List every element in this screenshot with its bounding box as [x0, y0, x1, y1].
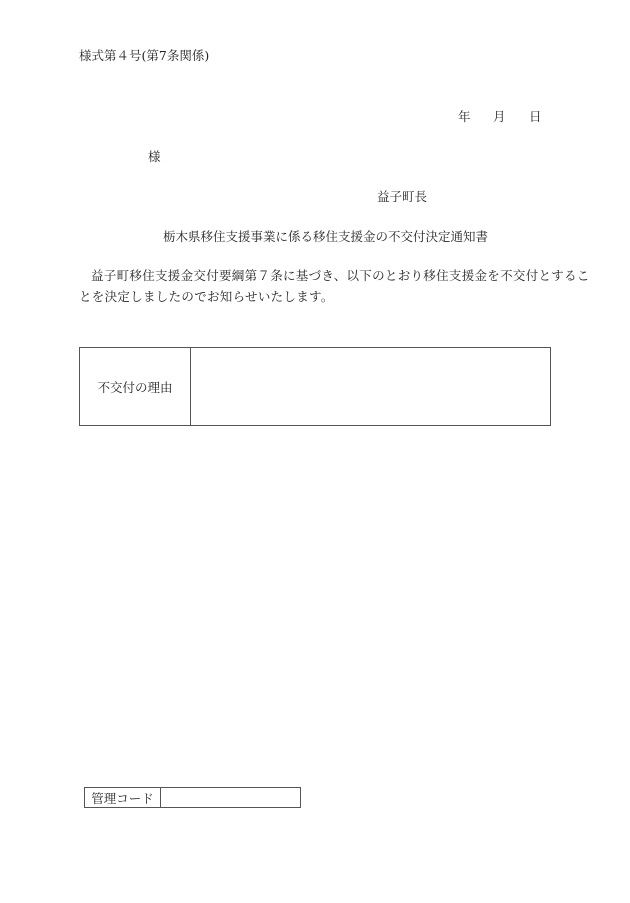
- issuer: 益子町長: [377, 189, 428, 204]
- management-code-table: [84, 787, 301, 808]
- reason-table: [79, 347, 551, 426]
- body-line-2: とを決定しましたのでお知らせいたします。: [79, 289, 334, 304]
- reason-field[interactable]: [191, 348, 550, 425]
- document-title: 栃木県移住支援事業に係る移住支援金の不交付決定通知書: [163, 229, 489, 244]
- body-line-1: 益子町移住支援金交付要綱第７条に基づき、以下のとおり移住支援金を不交付とするこ: [91, 268, 590, 283]
- management-code-label: 管理コード: [85, 788, 161, 807]
- reason-label: 不交付の理由: [80, 348, 191, 425]
- management-code-field[interactable]: [161, 788, 300, 807]
- date-month: 月: [493, 109, 506, 124]
- date-year: 年: [458, 109, 471, 124]
- date-day: 日: [529, 109, 542, 124]
- addressee-suffix: 様: [148, 149, 161, 164]
- form-number: 様式第４号(第7条関係): [79, 48, 210, 63]
